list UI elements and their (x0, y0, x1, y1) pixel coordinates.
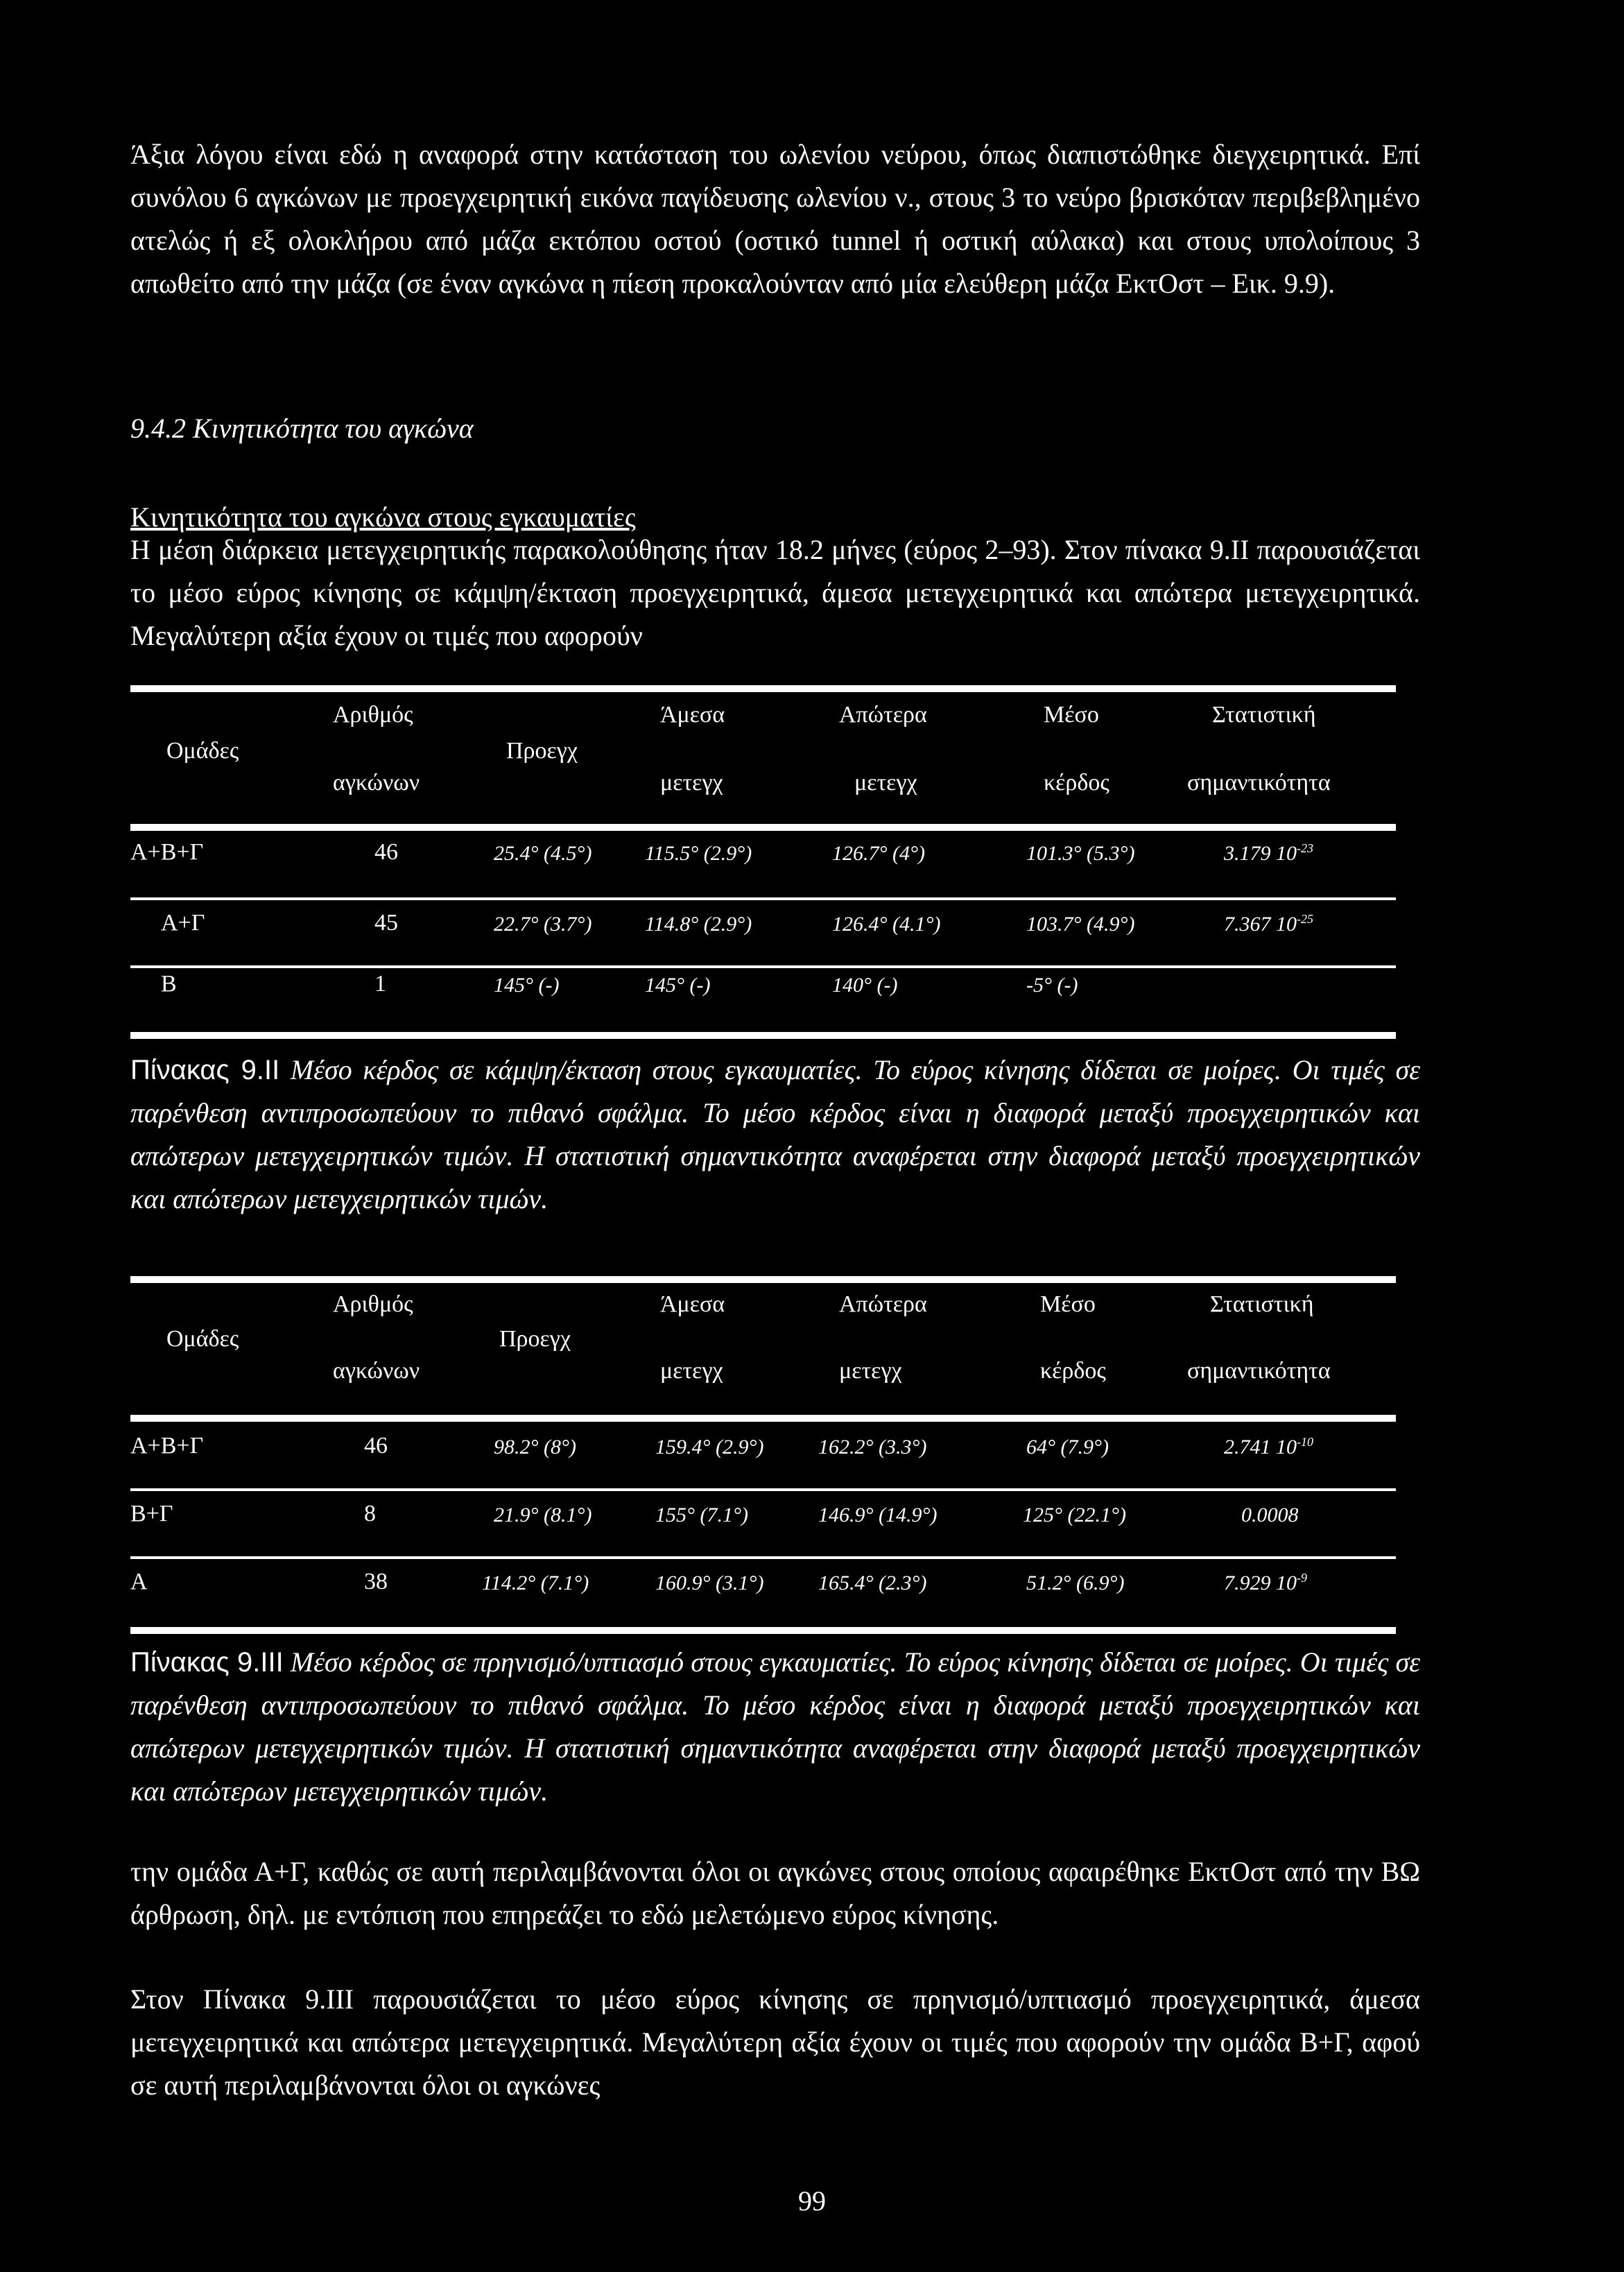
header-gain-2: κέρδος (1044, 770, 1109, 795)
row-late: 126.7° (4°) (832, 842, 925, 865)
row-gain: 51.2° (6.9°) (1026, 1572, 1125, 1594)
row-immediate: 155° (7.1°) (655, 1504, 748, 1526)
header-count-2: αγκώνων (333, 770, 420, 795)
header-late: Απώτερα (839, 702, 927, 728)
header-rule (130, 824, 1396, 831)
caption-label: Πίνακας 9.ΙΙΙ (130, 1647, 284, 1678)
row-gain: -5° (-) (1026, 974, 1078, 997)
table-9-2-caption: Πίνακας 9.ΙΙ Μέσο κέρδος σε κάμψη/έκταση στους εγκαυματίες. Το εύρος κίνησης δίδεται σε μοίρες. Οι τιμές σε παρένθεση αντιπροσωπεύουν το πιθανό σφάλμα. Το μέσο κέρδος είναι η διαφορά μεταξύ προεγχειρητικών και απώτερων μετεγχειρητικών τιμών. Η στατιστική σημαντικότητα αναφέρεται στην διαφορά μεταξύ προεγχειρητικών και απώτερων μετεγχειρητικών τιμών. (130, 1054, 1420, 1214)
group-paragraph: την ομάδα Α+Γ, καθώς σε αυτή περιλαμβάνονται όλοι οι αγκώνες στους οποίους αφαιρέθηκε ΕκτΟστ από την ΒΩ άρθρωση, δηλ. με εντόπιση που επηρεάζει το εδώ μελετώμενο εύρος κίνησης. (130, 1856, 1420, 1930)
header-preop: Προεγχ (506, 738, 578, 764)
row-preop: 25.4° (4.5°) (494, 842, 592, 865)
row-group: Α+Β+Γ (130, 1433, 204, 1458)
header-preop: Προεγχ (499, 1326, 571, 1352)
row-group: Α+Β+Γ (130, 839, 204, 865)
row-group: Β (161, 971, 177, 997)
header-groups: Ομάδες (166, 738, 239, 764)
row-count: 46 (364, 1433, 388, 1458)
row-immediate: 145° (-) (645, 974, 711, 997)
page-number: 99 (798, 2185, 826, 2217)
row-count: 46 (374, 839, 398, 865)
table-9-3-caption: Πίνακας 9.ΙΙΙ Μέσο κέρδος σε πρηνισμό/υπτιασμό στους εγκαυματίες. Το εύρος κίνησης δίδεται σε μοίρες. Οι τιμές σε παρένθεση αντιπροσωπεύουν το πιθανό σφάλμα. Το μέσο κέρδος είναι η διαφορά μεταξύ προεγχειρητικών και απώτερων μετεγχειρητικών τιμών. Η στατιστική σημαντικότητα αναφέρεται στην διαφορά μεταξύ προεγχειρητικών και απώτερων μετεγχειρητικών τιμών. (130, 1646, 1420, 1807)
table-bottom-rule (130, 1032, 1396, 1039)
row-count: 1 (374, 971, 386, 997)
row-stat: 3.179 $10^{-23}$ (1224, 841, 1313, 865)
caption-label: Πίνακας 9.ΙΙ (130, 1055, 280, 1085)
row-late: 140° (-) (832, 974, 898, 997)
row-late: 146.9° (14.9°) (818, 1504, 938, 1526)
row-immediate: 115.5° (2.9°) (645, 842, 752, 865)
row-rule (130, 1556, 1396, 1559)
header-late-2: μετεγχ (854, 770, 917, 795)
section-heading: 9.4.2 Κινητικότητα του αγκώνα (130, 413, 474, 444)
table3-paragraph: Στον Πίνακα 9.ΙΙΙ παρουσιάζεται το μέσο εύρος κίνησης σε πρηνισμό/υπτιασμό προεγχειρητικά, άμεσα μετεγχειρητικά και απώτερα μετεγχειρητικά. Μεγαλύτερη αξία έχουν οι τιμές που αφορούν την ομάδα Β+Γ, αφού σε αυτή περιλαμβάνονται όλοι οι αγκώνες (130, 1983, 1420, 2101)
mobility-paragraph: Η μέση διάρκεια μετεγχειρητικής παρακολούθησης ήταν 18.2 μήνες (εύρος 2–93). Στον πίνακα 9.ΙΙ παρουσιάζεται το μέσο εύρος κίνησης σε κάμψη/έκταση προεγχειρητικά, άμεσα μετεγχειρητικά και απώτερα μετεγχειρητικά. Μεγαλύτερη αξία έχουν οι τιμές που αφορούν (130, 534, 1420, 651)
header-immediate: Άμεσα (660, 1291, 725, 1317)
row-gain: 125° (22.1°) (1023, 1504, 1126, 1526)
row-group: Α (130, 1569, 148, 1594)
table-top-rule (130, 1276, 1396, 1283)
row-stat: 7.367 $10^{-25}$ (1224, 912, 1313, 936)
header-stat-2: σημαντικότητα (1187, 770, 1331, 795)
row-late: 126.4° (4.1°) (832, 913, 941, 936)
row-preop: 145° (-) (494, 974, 560, 997)
header-stat: Στατιστική (1212, 702, 1316, 728)
row-gain: 64° (7.9°) (1026, 1436, 1109, 1458)
row-preop: 21.9° (8.1°) (494, 1504, 592, 1526)
row-gain: 103.7° (4.9°) (1026, 913, 1135, 936)
header-count-2: αγκώνων (333, 1358, 420, 1384)
header-stat: Στατιστική (1210, 1291, 1314, 1317)
row-late: 162.2° (3.3°) (818, 1436, 927, 1458)
row-immediate: 160.9° (3.1°) (655, 1572, 764, 1594)
table-bottom-rule (130, 1627, 1396, 1634)
row-count: 8 (364, 1501, 376, 1526)
row-immediate: 114.8° (2.9°) (645, 913, 752, 936)
row-rule (130, 1488, 1396, 1491)
intro-paragraph: Άξια λόγου είναι εδώ η αναφορά στην κατάσταση του ωλενίου νεύρου, όπως διαπιστώθηκε διεγχειρητικά. Επί συνόλου 6 αγκώνων με προεγχειρητική εικόνα παγίδευσης ωλενίου ν., στους 3 το νεύρο βρισκόταν περιβεβλημένο ατελώς ή εξ ολοκλήρου από μάζα εκτόπου οστού (οστικό tunnel ή οστική αύλακα) και στους υπολοίπους 3 απωθείτο από την μάζα (σε έναν αγκώνα η πίεση προκαλούνταν από μία ελεύθερη μάζα ΕκτΟστ – Εικ. 9.9). (130, 139, 1420, 299)
header-gain-2: κέρδος (1040, 1358, 1106, 1384)
row-stat: 0.0008 (1241, 1504, 1299, 1526)
row-preop: 114.2° (7.1°) (482, 1572, 589, 1594)
header-immediate: Άμεσα (660, 702, 725, 728)
header-rule (130, 1415, 1396, 1422)
row-late: 165.4° (2.3°) (818, 1572, 927, 1594)
header-stat-2: σημαντικότητα (1187, 1358, 1331, 1384)
row-group: Α+Γ (161, 910, 205, 936)
header-groups: Ομάδες (166, 1326, 239, 1352)
header-count: Αριθμός (333, 1291, 413, 1317)
header-gain: Μέσο (1040, 1291, 1096, 1317)
subheading: Κινητικότητα του αγκώνα στους εγκαυματίες (130, 501, 636, 533)
row-group: Β+Γ (130, 1501, 173, 1526)
row-preop: 98.2° (8°) (494, 1436, 576, 1458)
table-top-rule (130, 685, 1396, 692)
header-immediate-2: μετεγχ (660, 1358, 723, 1384)
header-gain: Μέσο (1044, 702, 1099, 728)
header-count: Αριθμός (333, 702, 413, 728)
header-late: Απώτερα (839, 1291, 927, 1317)
row-count: 45 (374, 910, 398, 936)
row-stat: 2.741 $10^{-10}$ (1224, 1435, 1313, 1458)
header-late-2: μετεγχ (839, 1358, 902, 1384)
row-gain: 101.3° (5.3°) (1026, 842, 1135, 865)
row-count: 38 (364, 1569, 388, 1594)
row-rule (130, 897, 1396, 900)
header-immediate-2: μετεγχ (660, 770, 723, 795)
row-preop: 22.7° (3.7°) (494, 913, 592, 936)
row-immediate: 159.4° (2.9°) (655, 1436, 764, 1458)
row-rule (130, 965, 1396, 968)
row-stat: 7.929 $10^{-9}$ (1224, 1571, 1307, 1594)
